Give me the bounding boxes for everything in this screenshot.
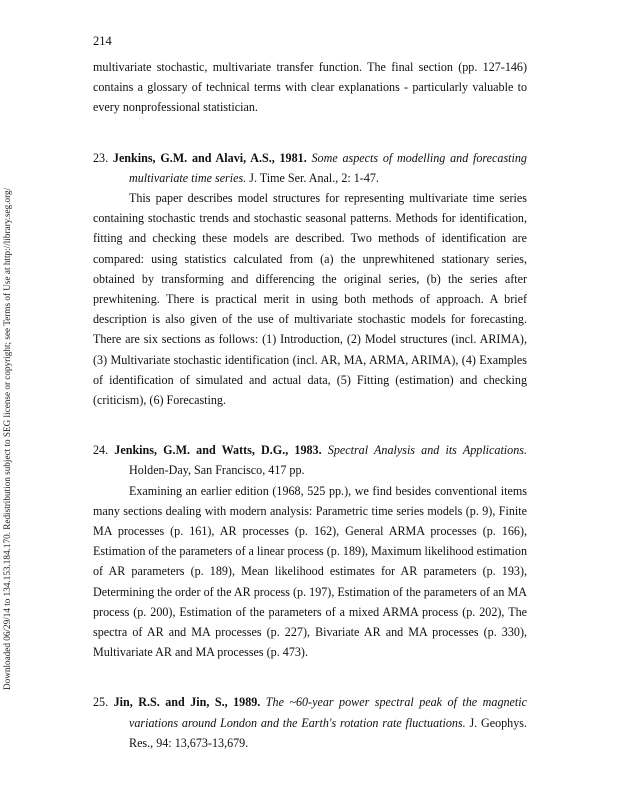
intro-paragraph: multivariate stochastic, multivariate transfer function. The final section (pp. 127-146) contains a glossary of technical terms with clear explanations - particularly valuable to every nonprofessional statistician.: [93, 60, 527, 115]
page-content: [93, 57, 527, 783]
page-number: 214: [93, 34, 112, 48]
reference-source: J. Geophys. Res., 94: 13,673-13,679.: [129, 715, 528, 750]
reference-authors: Jin, R.S. and Jin, S., 1989.: [113, 695, 261, 710]
reference-entry: [93, 440, 527, 662]
reference-authors: Jenkins, G.M. and Watts, D.G., 1983.: [114, 443, 322, 458]
download-stamp-text: Downloaded 06/29/14 to 134.153.184.170. Redistribution subject to SEG license or copyright; see Terms of Use at http://library.seg.org/: [2, 187, 12, 690]
reference-authors: Jenkins, G.M. and Alavi, A.S., 1981.: [112, 150, 307, 165]
reference-number: 23.: [93, 150, 109, 165]
reference-citation: [93, 440, 527, 480]
reference-abstract: This paper describes model structures for representing multivariate time series containing stochastic trends and stochastic seasonal patterns. Methods for identification, fitting and checking these models are described. Two methods of identification are compared: using statistics calculated from (a) the unprewhitened stationary series, obtained by transforming and differencing the original series, (b) the series after prewhitening. There is practical merit in using both methods of approach. A brief description is also given of the use of multivariate stochastic models for forecasting. There are six sections as follows: (1) Introduction, (2) Model structures (incl. ARIMA), (3) Multivariate stochastic identification (incl. AR, MA, ARMA, ARIMA), (4) Examples of identification of simulated and actual data, (5) Fitting (estimation) and checking (criticism), (6) Forecasting.: [93, 191, 527, 408]
reference-entry: [93, 692, 527, 753]
reference-number: 25.: [93, 695, 109, 710]
reference-number: 24.: [93, 443, 109, 458]
reference-title: The ~60-year power spectral peak of the magnetic variations around London and the Earth's rotation rate fluctuations.: [129, 695, 527, 730]
download-stamp: [0, 0, 14, 800]
reference-abstract: Examining an earlier edition (1968, 525 pp.), we find besides conventional items many sections dealing with modern analysis: Parametric time series models (p. 9), Finite MA processes (p. 161), AR processes (p. 162), General ARMA processes (p. 166), Estimation of the parameters of a linear process (p. 189), Maximum likelihood estimation of AR parameters (p. 189), Mean likelihood estimates for AR parameters (p. 193), Determining the order of the AR process (p. 197), Estimation of the parameters of an MA process (p. 200), Estimation of the parameters of a mixed ARMA process (p. 202), The spectra of AR and MA processes (p. 227), Bivariate AR and MA processes (p. 330), Multivariate AR and MA processes (p. 473).: [93, 483, 527, 660]
reference-source: J. Time Ser. Anal., 2: 1-47.: [249, 170, 379, 185]
reference-citation: [93, 148, 527, 188]
reference-entry: [93, 148, 527, 411]
reference-title: Some aspects of modelling and forecasting multivariate time series.: [129, 150, 527, 185]
reference-source: Holden-Day, San Francisco, 417 pp.: [129, 463, 305, 478]
reference-title: Spectral Analysis and its Applications.: [327, 443, 527, 458]
reference-citation: [93, 692, 527, 753]
